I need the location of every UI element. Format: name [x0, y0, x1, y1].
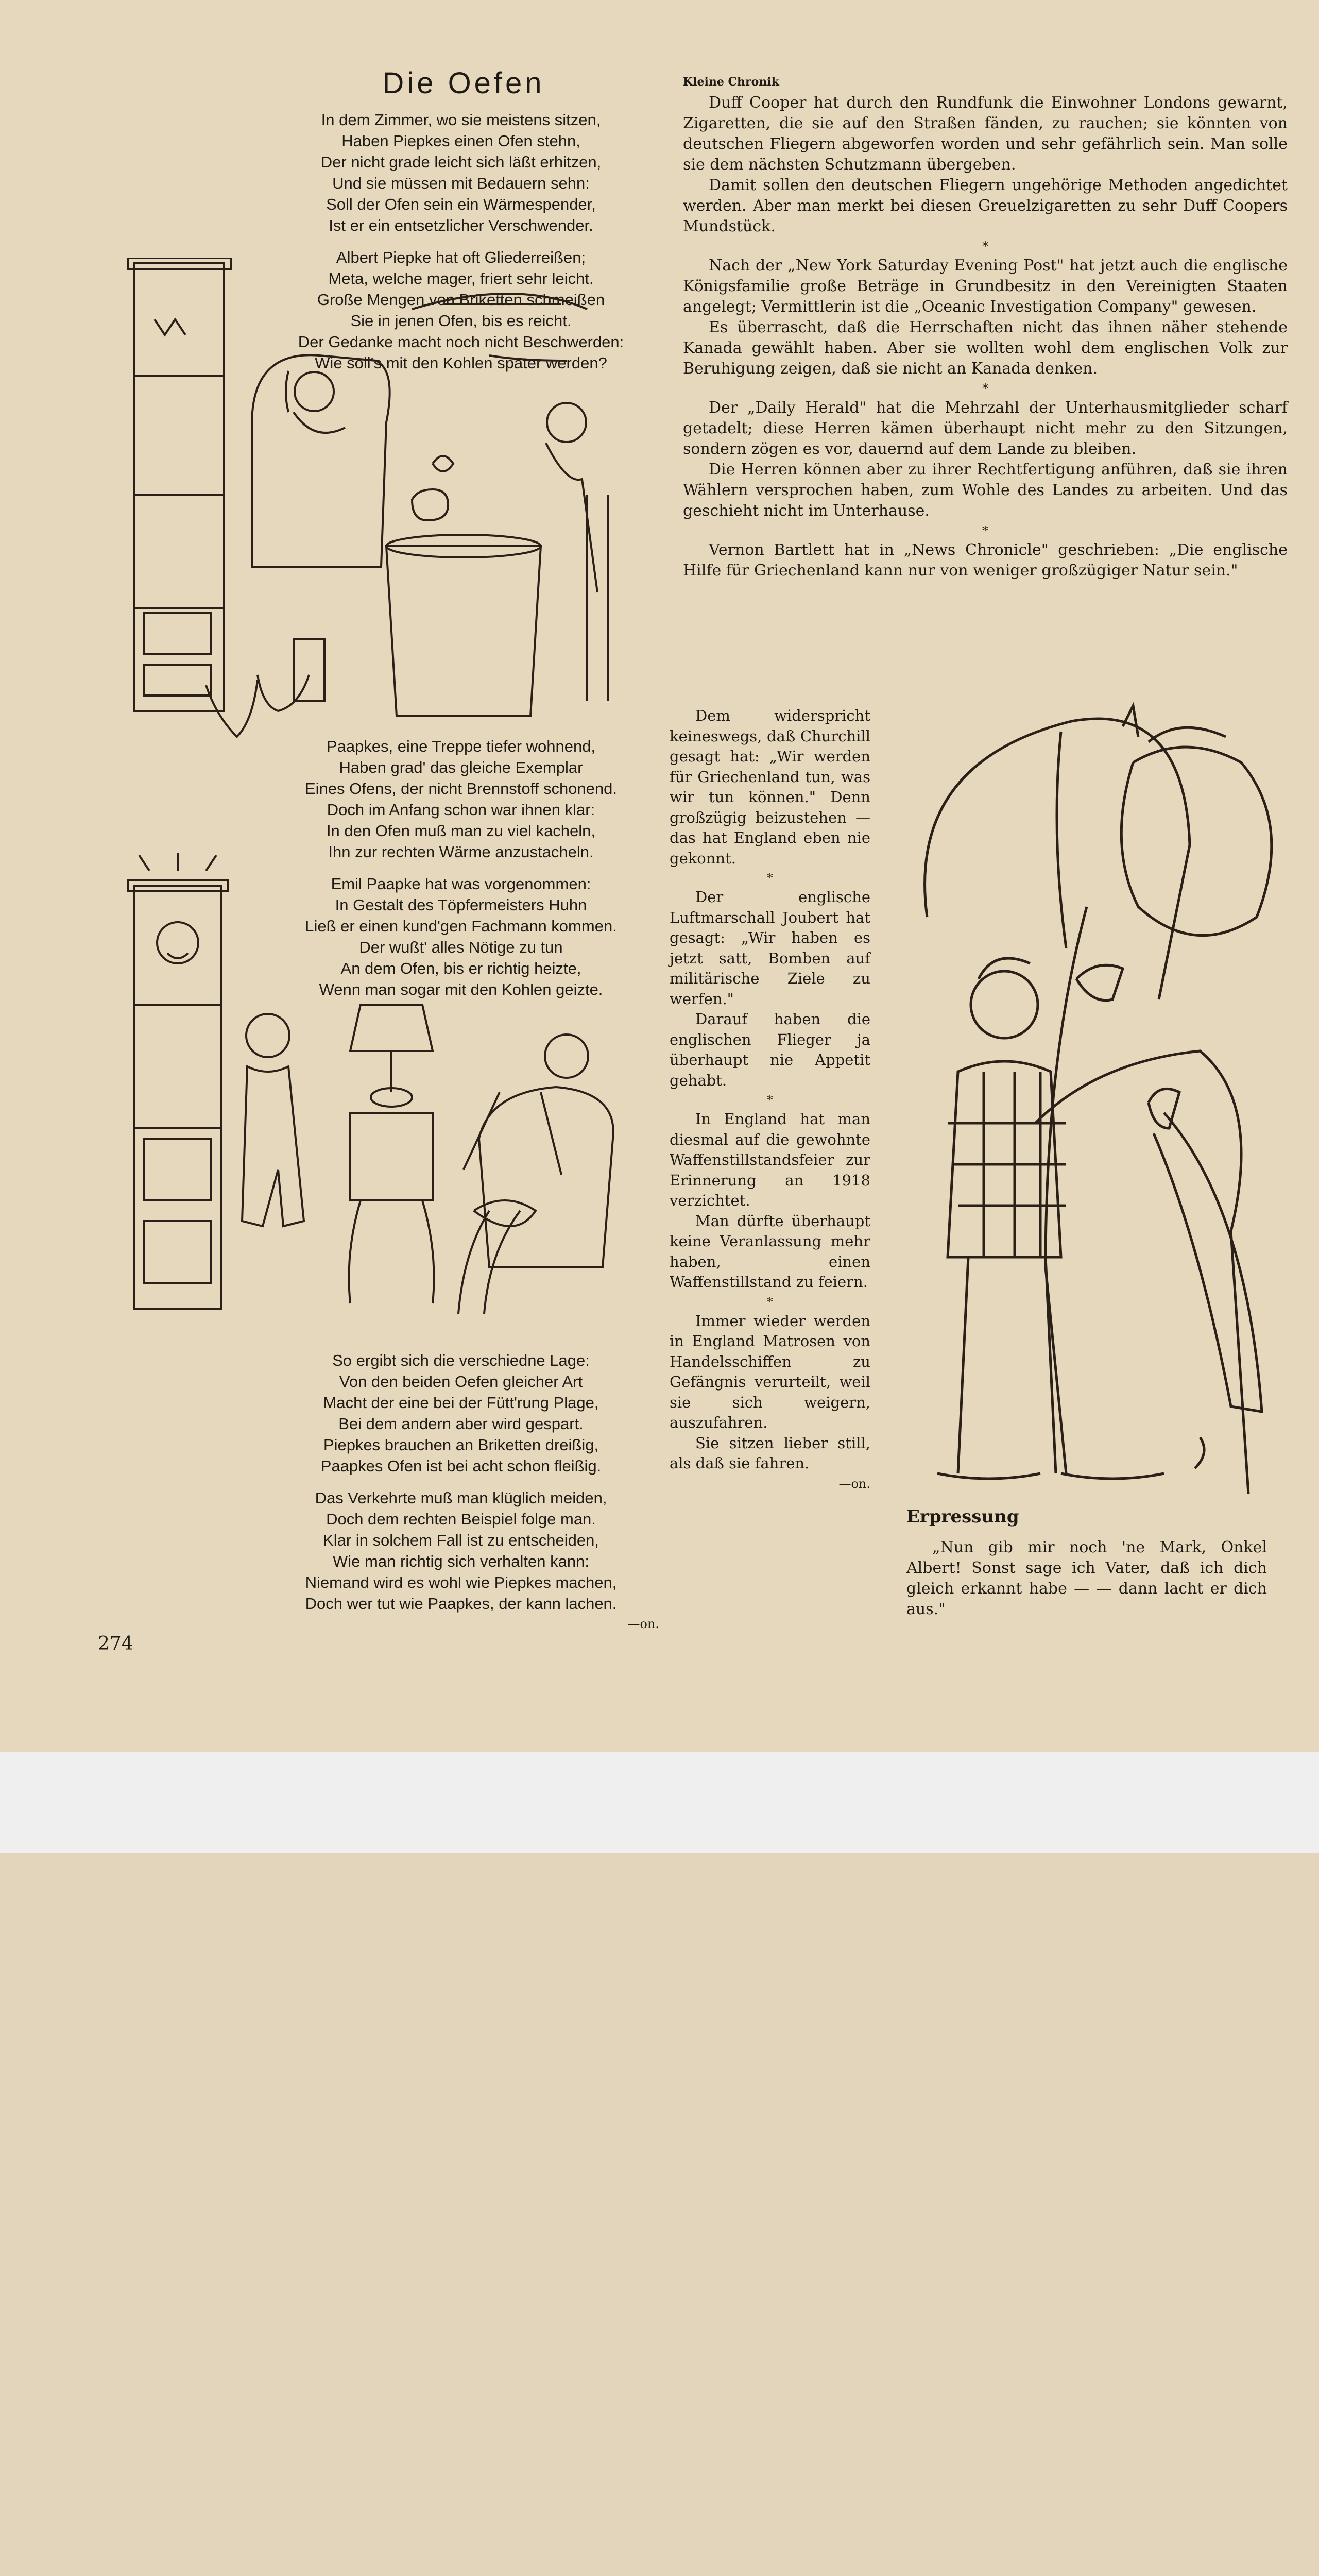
poem-line: Der wußt' alles Nötige zu tun	[359, 938, 563, 956]
chronik-paragraph: Nach der „New York Saturday Evening Post" hat jetzt auch die englische Königsfamilie große Beträge in Grundbesitz in den Vereinigten Staaten angelegt; Vermittlerin ist die „Oceanic Investigation Company" gewesen.	[683, 257, 1288, 316]
poem-line: In dem Zimmer, wo sie meistens sitzen,	[321, 111, 601, 129]
library-footer	[0, 1752, 1319, 1853]
chronik-paragraph: Duff Cooper hat durch den Rundfunk die Einwohner Londons gewarnt, Zigaretten, die sie auf den Straßen fänden, zu rauchen; sie könnten von deutschen Fliegern abgeworfen worden und sehr gefährlich sein. Man solle sie dem nächsten Schutzmann übergeben.	[683, 94, 1288, 174]
poem-line: Doch wer tut wie Paapkes, der kann lachen.	[305, 1595, 617, 1613]
poem-line: Piepkes brauchen an Briketten dreißig,	[323, 1436, 599, 1454]
chronik-paragraph: Die Herren können aber zu ihrer Rechtfertigung anführen, daß sie ihren Wählern versprochen haben, zum Wohle des Landes zu arbeiten. Und das geschieht nicht im Unterhause.	[683, 461, 1288, 520]
poem-line: Das Verkehrte muß man klüglich meiden,	[315, 1489, 607, 1507]
chronik-separator: *	[982, 523, 988, 538]
chronik-separator: *	[982, 239, 988, 253]
poem-line: Niemand wird es wohl wie Piepkes machen,	[305, 1573, 617, 1591]
poem-line: Ihn zur rechten Wärme anzustacheln.	[328, 843, 594, 861]
poem-line: In den Ofen muß man zu viel kacheln,	[326, 822, 596, 840]
poem-line: Der Gedanke macht noch nicht Beschwerden:	[298, 333, 624, 351]
cartoon-caption-box	[906, 1537, 1267, 1620]
chronik-paragraph: Dem widerspricht keineswegs, daß Churchill gesagt hat: „Wir werden für Griechenland tun, was wir tun können." Denn großzügig beizustehen — das hat England eben nie gekonnt.	[670, 707, 870, 867]
poem-line: Ließ er einen kund'gen Fachmann kommen.	[305, 917, 617, 935]
poem-line: Bei dem andern aber wird gespart.	[338, 1415, 584, 1433]
chronik-paragraph: Vernon Bartlett hat in „News Chronicle" geschrieben: „Die englische Hilfe für Griechenland kann nur von weniger großzügiger Natur sein."	[683, 541, 1288, 580]
poem-line: Wie soll's mit den Kohlen später werden?	[315, 354, 607, 372]
cartoon-caption: „Nun gib mir noch 'ne Mark, Onkel Albert! Sonst sage ich Vater, daß ich dich gleich erkannt habe — — dann lacht er dich aus."	[906, 1538, 1267, 1618]
poem-line: Meta, welche mager, friert sehr leicht.	[328, 269, 594, 287]
poem-line: Haben grad' das gleiche Exemplar	[339, 758, 583, 776]
illustration-paapkes-living-room	[118, 850, 639, 1329]
chronik-separator: *	[982, 381, 988, 396]
chronik-separator: *	[767, 871, 773, 885]
chronik-separator: *	[767, 1093, 773, 1107]
chronik-paragraph: Der „Daily Herald" hat die Mehrzahl der Unterhausmitglieder scharf getadelt; diese Herren kämen überhaupt nicht mehr zu den Sitzungen, sondern zögen es vor, dauernd auf dem Lande zu bleiben.	[683, 399, 1288, 458]
poem-line: Sie in jenen Ofen, bis es reicht.	[350, 312, 572, 330]
cartoon-heading: Erpressung	[906, 1506, 1019, 1527]
chronik-paragraph: In England hat man diesmal auf die gewohnte Waffenstillstandsfeier zur Erinnerung an 1918 verzichtet.	[670, 1110, 870, 1209]
poem-line: Paapkes Ofen ist bei acht schon fleißig.	[320, 1457, 602, 1475]
poem-stanza	[258, 1487, 664, 1614]
poem-line: An dem Ofen, bis er richtig heizte,	[340, 959, 581, 977]
poem-signature: —on.	[627, 1617, 659, 1631]
chronik-wide-column	[683, 93, 1288, 581]
poem-line: Soll der Ofen sein ein Wärmespender,	[326, 195, 596, 213]
poem-stanzas-bottom	[258, 1350, 664, 1625]
poem-line: Wie man richtig sich verhalten kann:	[333, 1552, 589, 1570]
poem-line: Doch im Anfang schon war ihnen klar:	[327, 801, 595, 819]
chronik-paragraph: Darauf haben die englischen Flieger ja überhaupt nie Appetit gehabt.	[670, 1010, 870, 1089]
poem-line: Und sie müssen mit Bedauern sehn:	[332, 174, 590, 192]
chronik-signature: —on.	[838, 1476, 870, 1491]
poem-line: Wenn man sogar mit den Kohlen geizte.	[319, 980, 603, 998]
poem-line: Große Mengen von Briketten schmeißen	[317, 291, 605, 309]
poem-line: Haben Piepkes einen Ofen stehn,	[341, 132, 580, 150]
poem-line: Albert Piepke hat oft Gliederreißen;	[336, 248, 586, 266]
poem-title: Die Oefen	[382, 66, 545, 100]
chronik-paragraph: Der englische Luftmarschall Joubert hat gesagt: „Wir haben es jetzt satt, Bomben auf militärische Ziele zu werfen."	[670, 888, 870, 1008]
chronik-paragraph: Damit sollen den deutschen Fliegern ungehörige Methoden angedichtet werden. Aber man merkt bei diesen Greuelzigaretten zu sehr Duff Coopers Mundstück.	[683, 176, 1288, 235]
poem-line: Klar in solchem Fall ist zu entscheiden,	[323, 1531, 599, 1549]
illustration-piepkes-stove	[124, 258, 628, 752]
illustration-erpressung-cartoon	[906, 701, 1298, 1494]
poem-line: Doch dem rechten Beispiel folge man.	[326, 1510, 596, 1528]
poem-line: Emil Paapke hat was vorgenommen:	[331, 875, 591, 893]
poem-stanza	[258, 736, 664, 862]
chronik-narrow-column	[670, 706, 870, 1494]
chronik-paragraph: Immer wieder werden in England Matrosen von Handelsschiffen zu Gefängnis verurteilt, weil sie sich weigern, auszufahren.	[670, 1312, 870, 1431]
chronik-paragraph: Es überrascht, daß die Herrschaften nicht das ihnen näher stehende Kanada gewählt haben. Aber sie wollten wohl dem englischen Volk zur Beruhigung zeigen, daß sie nicht an Kanada denken.	[683, 318, 1288, 378]
poem-line: Macht der eine bei der Fütt'rung Plage,	[323, 1394, 599, 1412]
poem-line: Ist er ein entsetzlicher Verschwender.	[329, 216, 593, 234]
chronik-heading: Kleine Chronik	[683, 75, 779, 89]
chronik-paragraph: Man dürfte überhaupt keine Veranlassung mehr haben, einen Waffenstillstand zu feiern.	[670, 1212, 870, 1291]
poem-stanza	[258, 1350, 664, 1477]
page-number: 274	[98, 1633, 133, 1654]
chronik-paragraph: Sie sitzen lieber still, als daß sie fahren.	[670, 1434, 870, 1472]
poem-line: In Gestalt des Töpfermeisters Huhn	[335, 896, 587, 914]
poem-line: Von den beiden Oefen gleicher Art	[339, 1372, 583, 1391]
chronik-separator: *	[767, 1294, 773, 1309]
poem-line: So ergibt sich die verschiedne Lage:	[332, 1351, 590, 1369]
poem-line: Paapkes, eine Treppe tiefer wohnend,	[326, 737, 596, 755]
poem-line: Der nicht grade leicht sich läßt erhitzen,	[320, 153, 602, 171]
poem-stanza	[258, 109, 664, 236]
poem-line: Eines Ofens, der nicht Brennstoff schonend.	[304, 779, 617, 798]
